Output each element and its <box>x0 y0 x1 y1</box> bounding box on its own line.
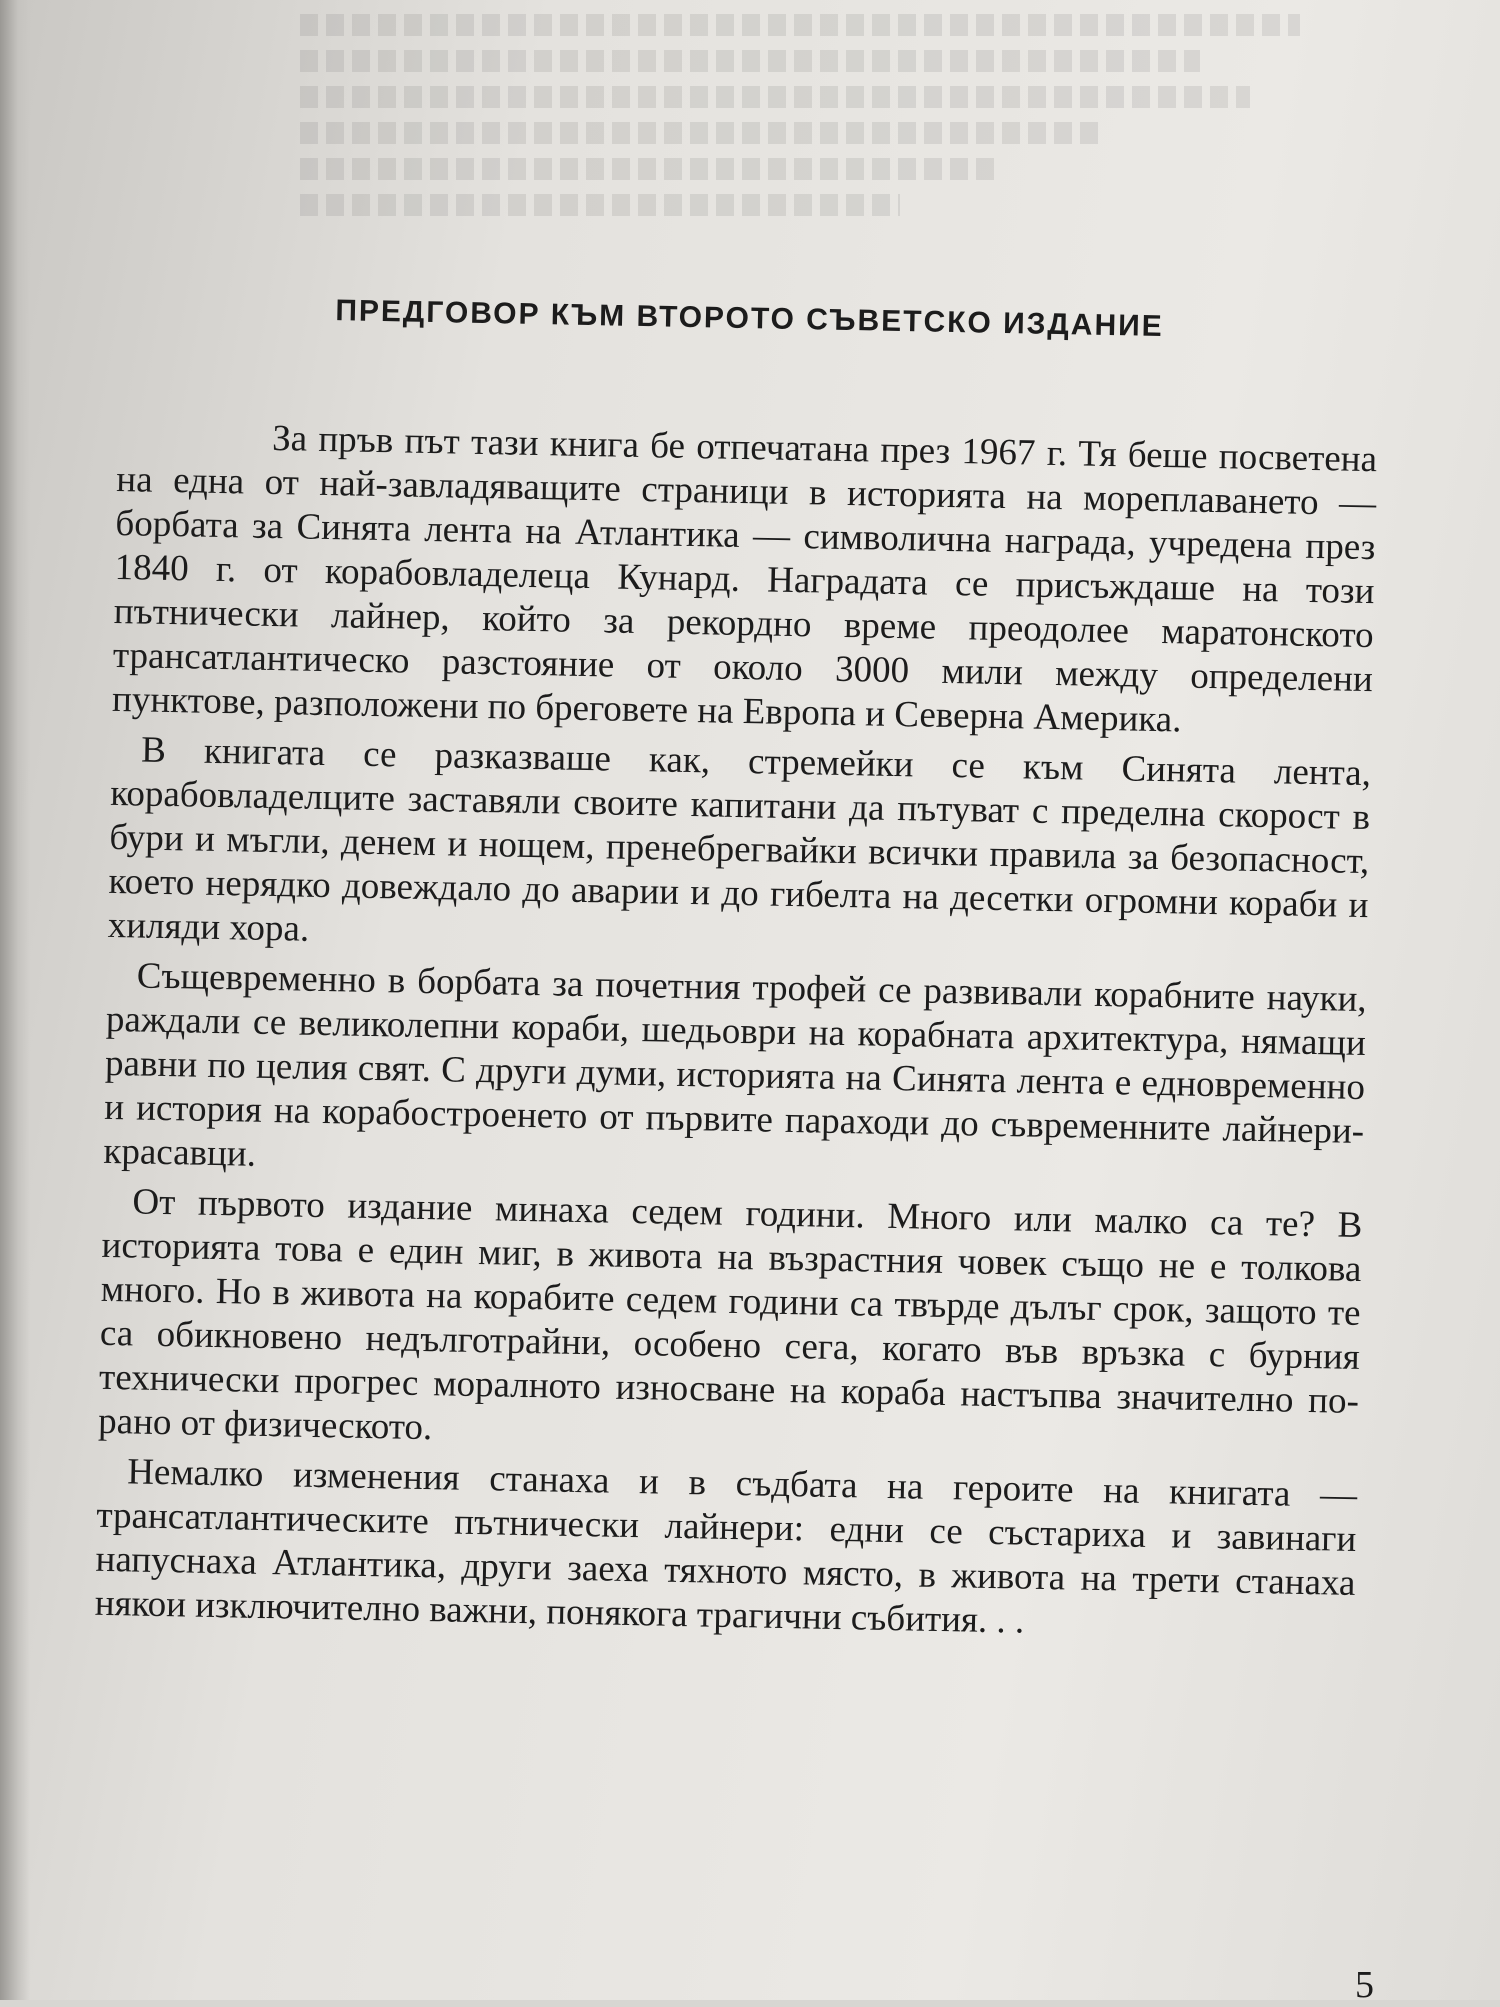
page-title: ПРЕДГОВОР КЪМ ВТОРОТО СЪВЕТСКО ИЗДАНИЕ <box>335 294 1165 344</box>
page-content <box>94 290 1380 1656</box>
page-number: 5 <box>1355 1964 1374 2006</box>
paragraph-1: За пръв път тази книга бе отпечатана през 1967 г. Тя беше посветена на една от най-завладяващите страници в историята на мореплаването — борбата за Синята лента на Атлантика — символична награда, учредена през 1840 г. от корабовладелеца Кунард. Наградата се присъждаше на този пътнически лайнер, който за рекордно време преодолее маратонското трансатлантическо разстояние от около 3000 мили между определени пунктове, разположени по бреговете на Европа и Северна Америка. <box>111 417 1378 741</box>
show-through-text <box>300 0 1300 290</box>
paragraph-5: Немалко изменения станаха и в съдбата на героите на книгата — трансатлантическите пътнически лайнери: едни се състариха и завинаги напуснаха Атлантика, други заеха тяхното място, в живота на трети станаха някои изключително важни, понякога трагични събития. . . <box>94 1451 1358 1642</box>
paragraph-4: От първото издание минаха седем години. Много или малко са те? В историята това е един миг, в живота на възрастния човек също не е толкова много. Но в живота на корабите седем години са твърде дълъг срок, защото те са обикновено недълготрайни, особено сега, когато във връзка с бурния технически прогрес моралното износване на кораба настъпва значително по-рано от физическото. <box>97 1181 1363 1449</box>
paragraph-3: Същевременно в борбата за почетния трофей се развивали корабните науки, раждали се великолепни кораби, шедьоври на корабната архитектура, нямащи равни по целия свят. С други думи, историята на Синята лента е едновременно и история на корабостроенето от първите параходи до съвременните лайнери-красавци. <box>103 955 1368 1175</box>
book-spine <box>0 0 30 2000</box>
paragraph-2: В книгата се разказваше как, стремейки се към Синята лента, корабовладелците заставяли своите капитани да пътуват с пределна скорост в бури и мъгли, денем и нощем, пренебрегвайки всички правила за безопасност, което нерядко довеждало до аварии и до гибелта на десетки огромни кораби и хиляди хора. <box>107 729 1372 950</box>
